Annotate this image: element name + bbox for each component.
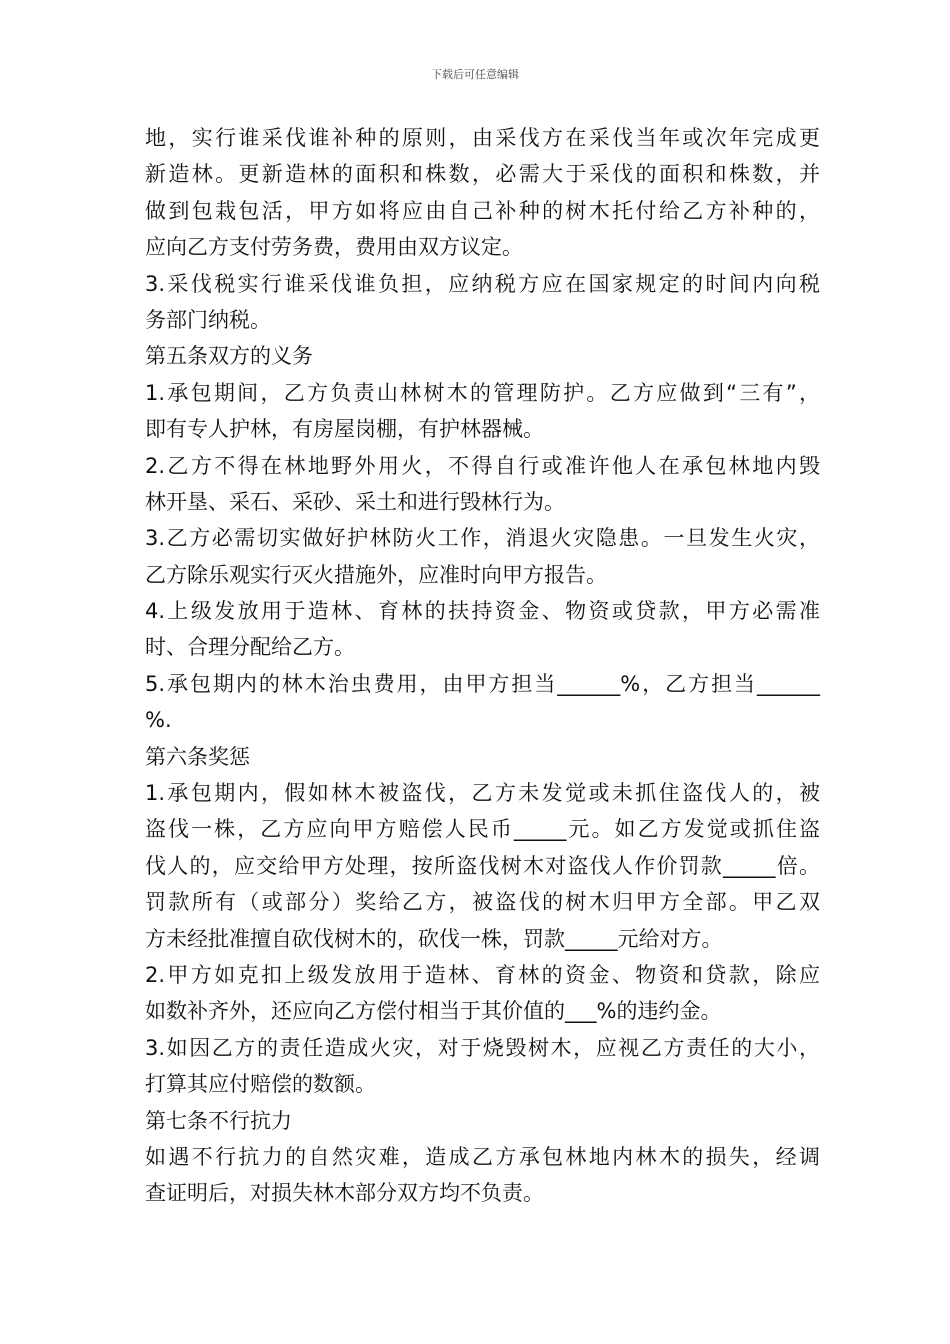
text-line: 打算其应付赔偿的数额。 — [145, 1072, 376, 1097]
text-line: 5.承包期内的林木治虫费用，由甲方担当______%，乙方担当______ — [145, 671, 820, 696]
text-line: 罚款所有（或部分）奖给乙方，被盗伐的树木归甲方全部。甲乙双 — [145, 890, 820, 915]
text-line: 1.承包期间，乙方负责山林树木的管理防护。乙方应做到“三有”， — [145, 380, 820, 405]
text-line: 3.采伐税实行谁采伐谁负担，应纳税方应在国家规定的时间内向税 — [145, 271, 820, 296]
text-line: 伐人的，应交给甲方处理，按所盗伐树木对盗伐人作价罚款_____倍。 — [145, 853, 820, 878]
text-line: %. — [145, 708, 172, 733]
text-line: 即有专人护林，有房屋岗棚，有护林器械。 — [145, 417, 544, 442]
text-line: 第七条不行抗力 — [145, 1108, 292, 1133]
text-line: 2.甲方如克扣上级发放用于造林、育林的资金、物资和贷款，除应 — [145, 962, 820, 987]
text-line: 查证明后，对损失林木部分双方均不负责。 — [145, 1181, 544, 1206]
text-line: 3.乙方必需切实做好护林防火工作，消退火灾隐患。一旦发生火灾， — [145, 526, 820, 551]
text-line: 如遇不行抗力的自然灾难，造成乙方承包林地内林木的损失，经调 — [145, 1144, 820, 1169]
text-line: 盗伐一株，乙方应向甲方赔偿人民币_____元。如乙方发觉或抓住盗 — [145, 817, 820, 842]
text-line: 做到包栽包活，甲方如将应由自己补种的树木托付给乙方补种的， — [145, 198, 820, 223]
text-line: 新造林。更新造林的面积和株数，必需大于采伐的面积和株数，并 — [145, 162, 820, 187]
text-line: 如数补齐外，还应向乙方偿付相当于其价值的___%的违约金。 — [145, 999, 722, 1024]
text-line: 林开垦、采石、采砂、采土和进行毁林行为。 — [145, 489, 565, 514]
text-line: 方未经批准擅自砍伐树木的，砍伐一株，罚款_____元给对方。 — [145, 926, 723, 951]
text-line: 应向乙方支付劳务费，费用由双方议定。 — [145, 235, 523, 260]
text-line: 1.承包期内，假如林木被盗伐，乙方未发觉或未抓住盗伐人的，被 — [145, 781, 820, 806]
text-line: 4.上级发放用于造林、育林的扶持资金、物资或贷款，甲方必需准 — [145, 599, 820, 624]
text-line: 地，实行谁采伐谁补种的原则，由采伐方在采伐当年或次年完成更 — [145, 126, 820, 150]
text-line: 乙方除乐观实行灭火措施外，应准时向甲方报告。 — [145, 562, 607, 587]
text-line: 第六条奖惩 — [145, 744, 250, 769]
document-body — [145, 120, 820, 1212]
page-header-note: 下载后可任意编辑 — [431, 68, 519, 81]
text-line: 务部门纳税。 — [145, 307, 271, 332]
text-line: 2.乙方不得在林地野外用火，不得自行或准许他人在承包林地内毁 — [145, 453, 820, 478]
text-line: 3.如因乙方的责任造成火灾，对于烧毁树木，应视乙方责任的大小， — [145, 1035, 820, 1060]
text-line: 时、合理分配给乙方。 — [145, 635, 355, 660]
text-line: 第五条双方的义务 — [145, 344, 313, 369]
